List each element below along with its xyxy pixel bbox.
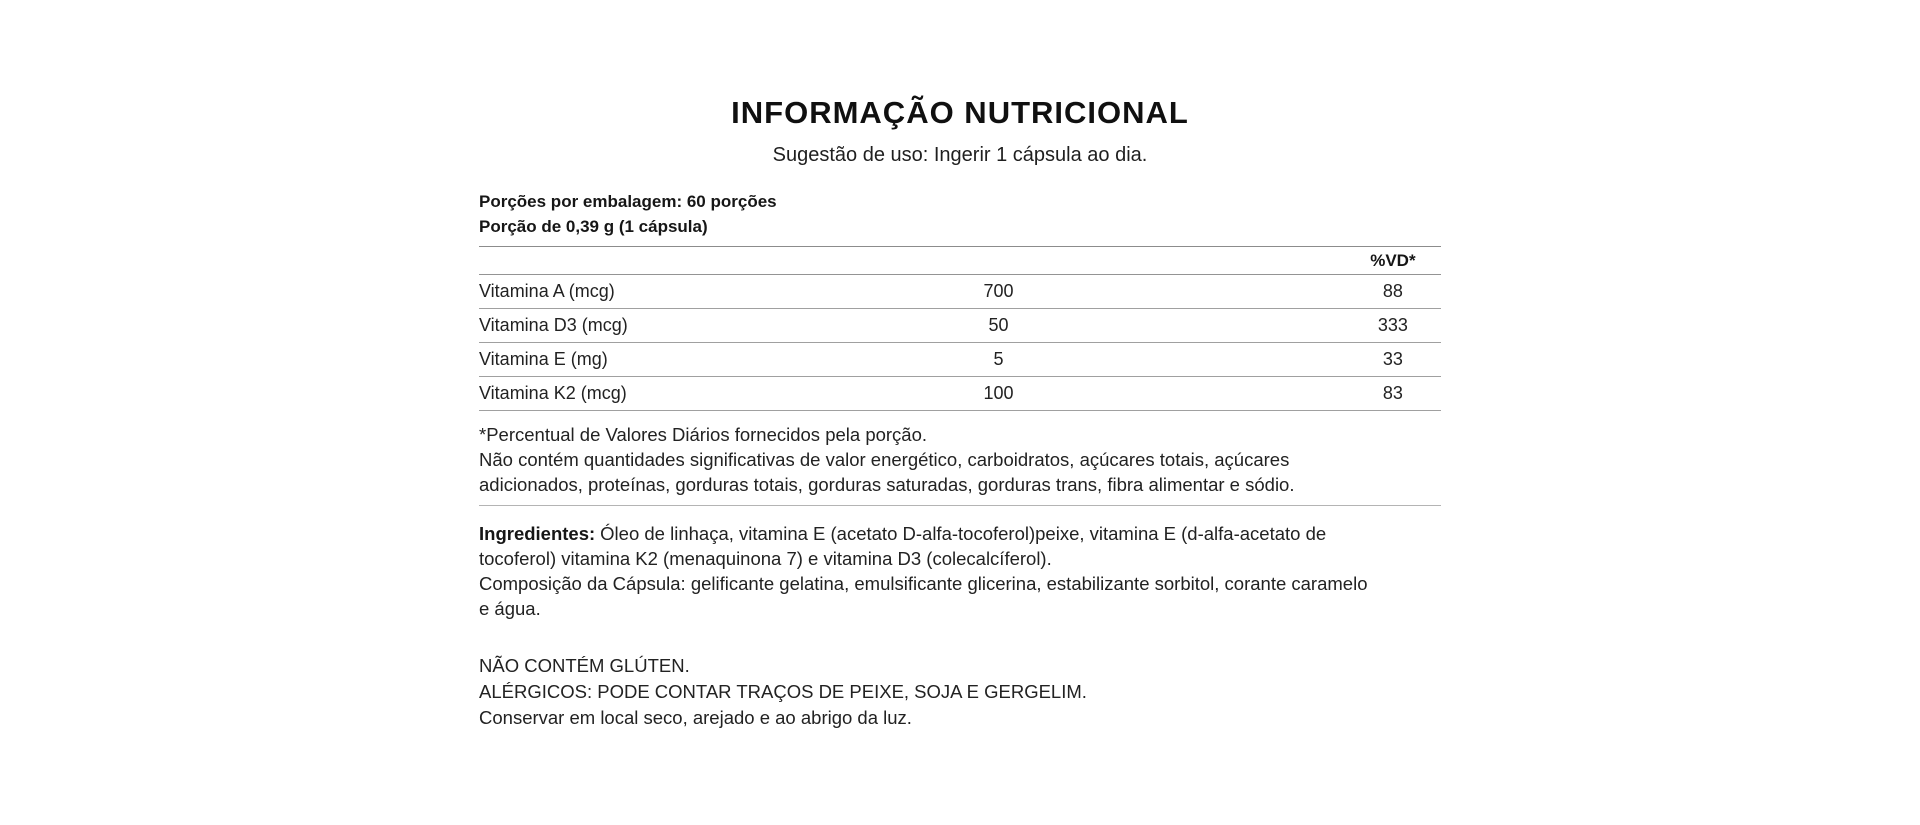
nutrient-amount: 100 (652, 377, 1345, 411)
nutrient-column-header (479, 247, 652, 275)
ingredients-text: Óleo de linhaça, vitamina E (acetato D-alfa-tocoferol)peixe, vitamina E (d-alfa-acetato de (600, 523, 1327, 544)
no-significant-amounts-line: adicionados, proteínas, gorduras totais, gorduras saturadas, gorduras trans, fibra alimentar e sódio. (479, 474, 1295, 495)
serving-info (479, 189, 1441, 239)
percent-daily-value-note: *Percentual de Valores Diários fornecidos pela porção. (479, 424, 928, 445)
ingredients-section (479, 521, 1441, 621)
nutrient-amount: 50 (652, 309, 1345, 343)
nutrition-label (479, 0, 1441, 731)
capsule-composition-line: Composição da Cápsula: gelificante gelatina, emulsificante glicerina, estabilizante sorbitol, corante caramelo (479, 573, 1368, 594)
table-header-row (479, 247, 1441, 275)
nutrient-name: Vitamina E (mg) (479, 343, 652, 377)
nutrient-vd: 88 (1345, 275, 1441, 309)
footnote-section (479, 422, 1441, 497)
nutrient-name: Vitamina A (mcg) (479, 275, 652, 309)
table-row (479, 343, 1441, 377)
gluten-notice: NÃO CONTÉM GLÚTEN. (479, 655, 690, 676)
no-significant-amounts-line: Não contém quantidades significativas de valor energético, carboidratos, açúcares totais, açúcares (479, 449, 1290, 470)
nutrient-name: Vitamina K2 (mcg) (479, 377, 652, 411)
nutrient-name: Vitamina D3 (mcg) (479, 309, 652, 343)
nutrient-vd: 333 (1345, 309, 1441, 343)
table-row (479, 275, 1441, 309)
storage-notice: Conservar em local seco, arejado e ao abrigo da luz. (479, 707, 912, 728)
amount-column-header (652, 247, 1345, 275)
serving-size: Porção de 0,39 g (1 cápsula) (479, 217, 708, 236)
vd-column-header: %VD* (1345, 247, 1441, 275)
section-divider (479, 505, 1441, 506)
nutrition-table (479, 246, 1441, 411)
nutrient-amount: 700 (652, 275, 1345, 309)
table-row (479, 377, 1441, 411)
page-title: INFORMAÇÃO NUTRICIONAL (731, 95, 1189, 130)
table-row (479, 309, 1441, 343)
nutrient-vd: 83 (1345, 377, 1441, 411)
servings-per-package: Porções por embalagem: 60 porções (479, 192, 777, 211)
capsule-composition-line: e água. (479, 598, 541, 619)
ingredients-label: Ingredientes: (479, 523, 596, 544)
usage-suggestion: Sugestão de uso: Ingerir 1 cápsula ao dia. (772, 144, 1148, 166)
notices-section (479, 653, 1441, 731)
nutrient-amount: 5 (652, 343, 1345, 377)
ingredients-line (479, 521, 1441, 546)
ingredients-line: tocoferol) vitamina K2 (menaquinona 7) e vitamina D3 (colecalcíferol). (479, 548, 1052, 569)
nutrient-vd: 33 (1345, 343, 1441, 377)
allergen-notice: ALÉRGICOS: PODE CONTAR TRAÇOS DE PEIXE, SOJA E GERGELIM. (479, 681, 1087, 702)
